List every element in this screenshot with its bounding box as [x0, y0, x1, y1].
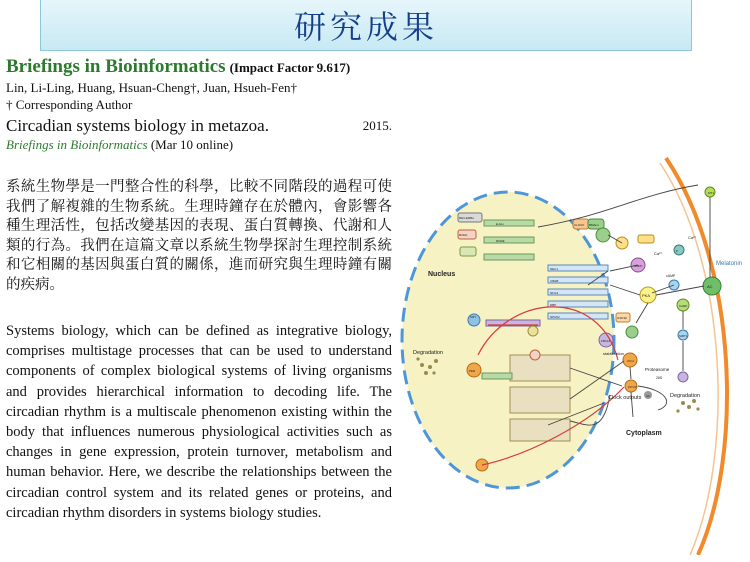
- corresponding-note: † Corresponding Author: [6, 97, 133, 112]
- cell-membrane-inner: [660, 163, 718, 555]
- label-ca: Ca²⁺: [688, 235, 697, 240]
- label-ck1: CK1ε: [627, 359, 635, 363]
- title-banner: [40, 0, 692, 51]
- impact-factor: (Impact Factor 9.617): [229, 60, 351, 75]
- label-dbp: DBP: [550, 303, 557, 307]
- journal-line: [6, 56, 396, 78]
- circadian-pathway-figure: [398, 155, 750, 555]
- label-bmal1: BMAL1: [589, 223, 599, 227]
- label-sirt1: SIRT1: [679, 334, 688, 338]
- label-gsk3: GSK3β: [617, 316, 627, 320]
- label-cry: CRY: [470, 315, 477, 319]
- label-26s: 26S: [656, 376, 663, 380]
- label-rore: RORE: [496, 239, 505, 243]
- online-date: (Mar 10 online): [150, 137, 234, 152]
- label-nucleus: Nucleus: [428, 271, 456, 278]
- journal-name: Briefings in Bioinformatics: [6, 56, 226, 77]
- cell-membrane: [666, 158, 727, 555]
- label-btrcp: βTrCP: [628, 385, 637, 389]
- label-ub: Ub: [646, 394, 650, 398]
- label-fbxl3: FBXL3: [601, 339, 611, 343]
- degradation-dots-right: [676, 399, 699, 413]
- label-p: P: [676, 249, 679, 253]
- label-ror: RORα: [459, 233, 468, 237]
- label-per: PER: [469, 369, 476, 373]
- label-stabilization: stabilization: [603, 351, 624, 356]
- label-degradation-right: Degradation: [670, 393, 700, 399]
- label-pka: PKA: [642, 293, 651, 298]
- label-ac: AC: [707, 284, 713, 289]
- publication-line: [6, 137, 233, 153]
- paper-title-line: [6, 116, 392, 136]
- abstract-chinese: 系統生物學是一門整合性的科學，比較不同階段的過程可使我們了解複雜的生物系統。生理時鐘存在於體內，會影響各種生理活性，包括改變基因的表現、蛋白質轉換、代謝和人類的行為。我們在這篇文章以系統生物學探討生理控制系統和它相關的基因與蛋白質的關係，進而研究與生理時鐘有關的疾病。: [6, 179, 392, 293]
- label-creb: CREB: [550, 279, 559, 283]
- label-ca2: Ca²⁺: [654, 251, 663, 256]
- authors: Lin, Li-Ling, Huang, Hsuan-Cheng†, Juan, Hsueh-Fen†: [6, 80, 298, 95]
- label-melatonin: Melatonin: [716, 261, 743, 267]
- label-ampk: AMPK: [634, 264, 643, 268]
- paper-year: 2015.: [362, 118, 392, 133]
- label-rev-erb: REV-ERBα: [459, 216, 474, 220]
- paper-title: Circadian systems biology in metazoa.: [6, 116, 269, 135]
- pathway-diagram: [398, 155, 750, 555]
- nucleus: [402, 192, 614, 488]
- label-ebox: E-box: [496, 222, 504, 226]
- label-npas2: NPAS2: [550, 315, 560, 319]
- label-camp: cAMP: [666, 274, 676, 278]
- label-nfil3: NFIL3: [550, 291, 559, 295]
- abstract-english: Systems biology, which can be defined as integrative biology, comprises multistage processes that can be used to understand components of complex biological systems of living organisms and provides hierarchical information to decoding life. The circadian rhythm is a multiscale phenomenon existing within the body that influences numerous physiological activities such as changes in gene expression, protein turnover, metabolism and human behavior. Here, we describe the relationships between the circadian control system and its related genes or proteins, and circadian rhythm disorders in systems biology studies.: [6, 323, 392, 521]
- label-camk: CaMK: [679, 304, 688, 308]
- label-dec1: DEC1: [550, 267, 559, 271]
- label-clock-outputs: Clock outputs: [608, 395, 642, 401]
- journal-italic: Briefings in Bioinformatics: [6, 137, 148, 152]
- page-title: 研究成果: [293, 8, 438, 46]
- label-clock: CLOCK: [574, 223, 585, 227]
- label-mt1: MT1: [708, 191, 714, 195]
- label-degradation-left: Degradation: [413, 350, 443, 356]
- label-cytoplasm: Cytoplasm: [626, 430, 662, 437]
- label-proteasome: Proteasome: [645, 367, 670, 372]
